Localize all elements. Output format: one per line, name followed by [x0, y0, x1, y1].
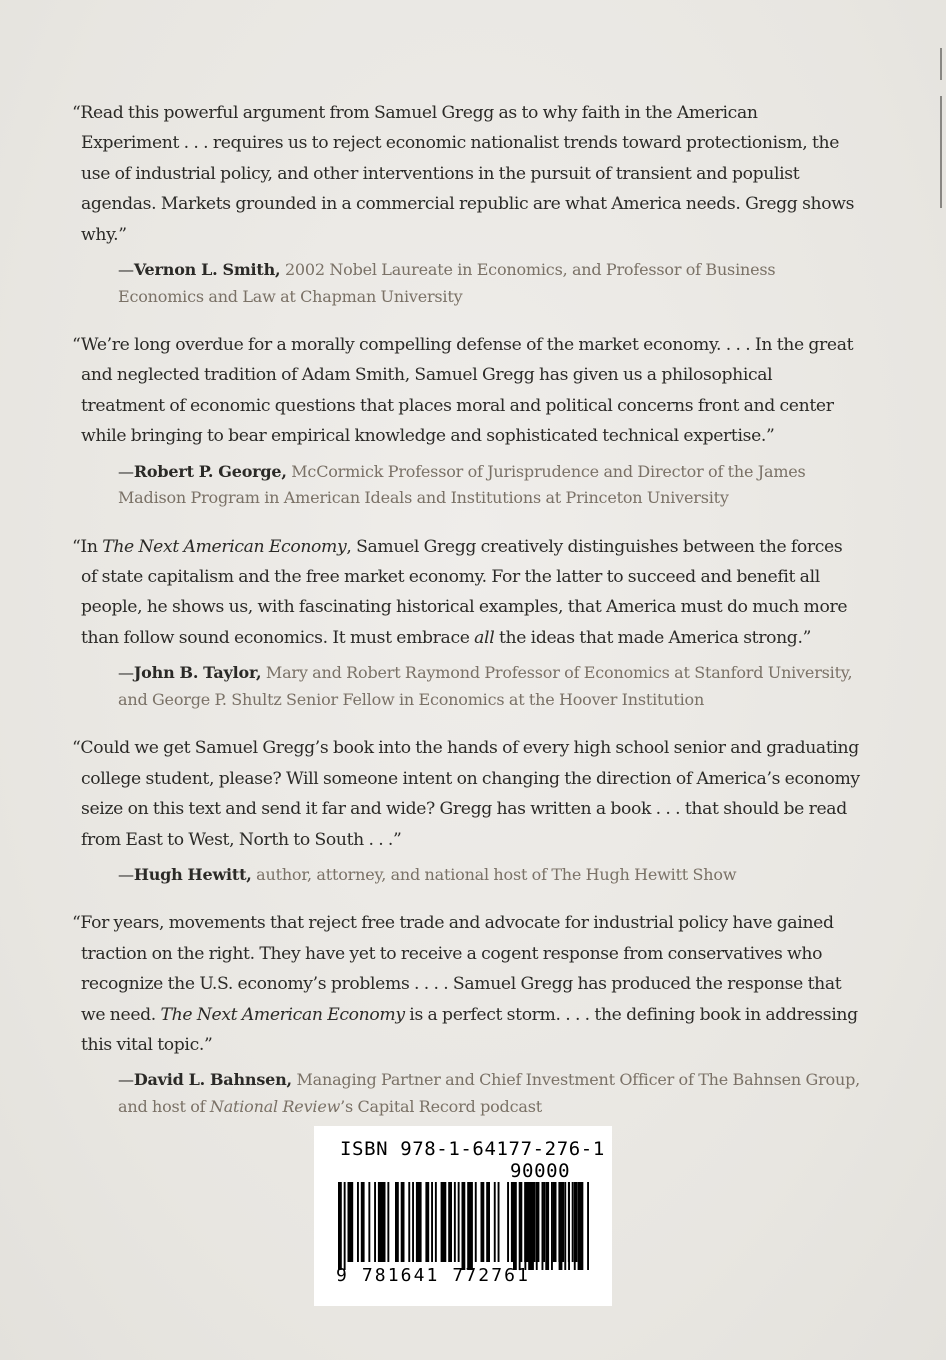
barcode-bar: [431, 1182, 433, 1262]
endorsement-quote: “Read this powerful argument from Samuel Gregg as to why faith in the American Experiment . . . requires us to reject economic nationalist trends toward protectionism, the use of industrial policy, and other interventions in the pursuit of transient and populist agendas. Markets grounded in a commercial republic are what America needs. Gregg shows why.”: [72, 103, 855, 245]
barcode-bar: [408, 1182, 410, 1262]
barcode-bar: [448, 1182, 452, 1262]
barcode-bar: [454, 1182, 456, 1262]
endorser-title: ’s Capital Record podcast: [340, 1096, 542, 1116]
barcode-bar: [374, 1182, 376, 1262]
barcode-bar: [587, 1182, 589, 1270]
barcode-bar: [494, 1182, 496, 1262]
endorsement: [70, 98, 860, 310]
barcode-bar: [441, 1182, 447, 1262]
endorser-title: 2002 Nobel Laureate in Economics, and Professor of Business Economics and Law at Chapman University: [118, 260, 776, 306]
endorsement-quote: “We’re long overdue for a morally compelling defense of the market economy. . . . In the great and neglected tradition of Adam Smith, Samuel Gregg has given us a philosophical treatment of economic questions that places moral and political concerns front and center while bringing to bear empirical knowledge and sophisticated technical expertise.”: [72, 335, 854, 447]
endorsement: [70, 733, 860, 888]
isbn-barcode: [314, 1126, 612, 1306]
barcode-bar: [542, 1182, 544, 1270]
barcode-bar: [412, 1182, 414, 1262]
endorser-name: John B. Taylor,: [133, 663, 262, 683]
barcode-bar: [357, 1182, 359, 1262]
barcode-bar: [462, 1182, 466, 1270]
barcode-bar: [481, 1182, 485, 1262]
barcode-bar: [416, 1182, 422, 1262]
endorser-title: Mary and Robert Raymond Professor of Economics at Stanford University, and George P. Shultz Senior Fellow in Economics at the Hoover Institution: [118, 663, 853, 709]
barcode-bar: [519, 1182, 521, 1270]
barcode-bar: [513, 1182, 517, 1270]
ean-digits: 9 781641 772761: [336, 1265, 531, 1286]
endorsement-quote: “Could we get Samuel Gregg’s book into the hands of every high school senior and graduating college student, please? Will someone intent on changing the direction of America’s economy seize on this text and send it far and wide? Gregg has written a book . . . that should be read from East to West, North to South . . .”: [72, 738, 860, 850]
endorsement-attribution: —David L. Bahnsen, Managing Partner and Chief Investment Officer of The Bahnsen Group, and host of National Review’s Capital Record podcast: [118, 1070, 861, 1116]
endorser-name: David L. Bahnsen,: [133, 1070, 292, 1090]
isbn-label: ISBN 978-1-64177-276-1: [340, 1138, 605, 1160]
endorsement-attribution: —Hugh Hewitt, author, attorney, and national host of The Hugh Hewitt Show: [118, 864, 737, 884]
barcode-bar: [559, 1182, 563, 1270]
endorsement: [70, 532, 860, 714]
endorser-title: McCormick Professor of Jurisprudence and Director of the James Madison Program in American Ideals and Institutions at Princeton University: [118, 461, 806, 508]
barcode-bar: [467, 1182, 473, 1270]
barcode-bar: [486, 1182, 490, 1262]
barcode-bar: [574, 1182, 576, 1270]
barcode-bar: [551, 1182, 553, 1270]
barcode-bar: [568, 1182, 570, 1270]
endorser-title: National Review: [209, 1096, 341, 1116]
barcode-bar: [578, 1182, 584, 1270]
endorsement-attribution: —Robert P. George, McCormick Professor of Jurisprudence and Director of the James Madison Program in American Ideals and Institutions at Princeton University: [118, 461, 806, 508]
endorsements: [70, 98, 860, 1140]
barcode-bar: [528, 1182, 534, 1270]
barcode-bar: [435, 1182, 437, 1262]
barcode-bar: [378, 1182, 386, 1262]
barcode-bar: [524, 1182, 526, 1270]
barcode-bar: [425, 1182, 429, 1262]
price-code: 90000: [510, 1160, 571, 1182]
barcode-bar: [344, 1182, 346, 1270]
endorsement: [70, 908, 860, 1120]
barcode-bar: [338, 1182, 342, 1270]
barcode-bar: [576, 1182, 578, 1262]
barcode-bar: [475, 1182, 477, 1262]
barcode-bar: [507, 1182, 509, 1262]
barcode-bar: [368, 1182, 370, 1262]
barcode-bar: [498, 1182, 500, 1262]
barcode-bar: [545, 1182, 549, 1270]
barcode-bar: [348, 1182, 354, 1262]
endorsement-quote: “In The Next American Economy, Samuel Gregg creatively distinguishes between the forces of state capitalism and the free market economy. For the latter to succeed and benefit all people, he shows us, with fascinating historical examples, that America must do much more than follow sound economics. It must embrace all the ideas that made America strong.”: [72, 536, 848, 648]
endorsement: [70, 330, 860, 512]
barcode-bar: [564, 1182, 566, 1270]
barcode-bar: [536, 1182, 538, 1270]
endorsement-attribution: —John B. Taylor, Mary and Robert Raymond Professor of Economics at Stanford University, and George P. Shultz Senior Fellow in Economics at the Hoover Institution: [118, 663, 853, 709]
barcode-bar: [395, 1182, 399, 1262]
endorsement-attribution: —Vernon L. Smith, 2002 Nobel Laureate in Economics, and Professor of Business Economics and Law at Chapman University: [118, 260, 776, 306]
endorser-name: Robert P. George,: [133, 461, 287, 481]
endorser-title: Managing Partner and Chief Investment Officer of The Bahnsen Group, and host of: [118, 1070, 861, 1116]
endorser-title: author, attorney, and national host of The Hugh Hewitt Show: [256, 864, 737, 884]
barcode-bar: [553, 1182, 557, 1262]
endorsement-quote: “For years, movements that reject free trade and advocate for industrial policy have gained traction on the right. They have yet to receive a cogent response from conservatives who recognize the U.S. economy’s problems . . . . Samuel Gregg has produced the response that we need. The Next American Economy is a perfect storm. . . . the defining book in addressing this vital topic.”: [72, 913, 858, 1056]
barcode-bar: [458, 1182, 460, 1262]
barcode-bar: [387, 1182, 389, 1262]
endorser-name: Vernon L. Smith,: [133, 260, 281, 280]
barcode-bar: [401, 1182, 405, 1262]
barcode-bar: [543, 1182, 545, 1262]
barcode-bar: [572, 1182, 574, 1262]
page-edge-mark: [940, 48, 942, 208]
endorser-name: Hugh Hewitt,: [133, 864, 252, 884]
barcode-bar: [361, 1182, 365, 1262]
barcode-bar: [520, 1182, 522, 1262]
barcode-bar: [538, 1182, 540, 1262]
